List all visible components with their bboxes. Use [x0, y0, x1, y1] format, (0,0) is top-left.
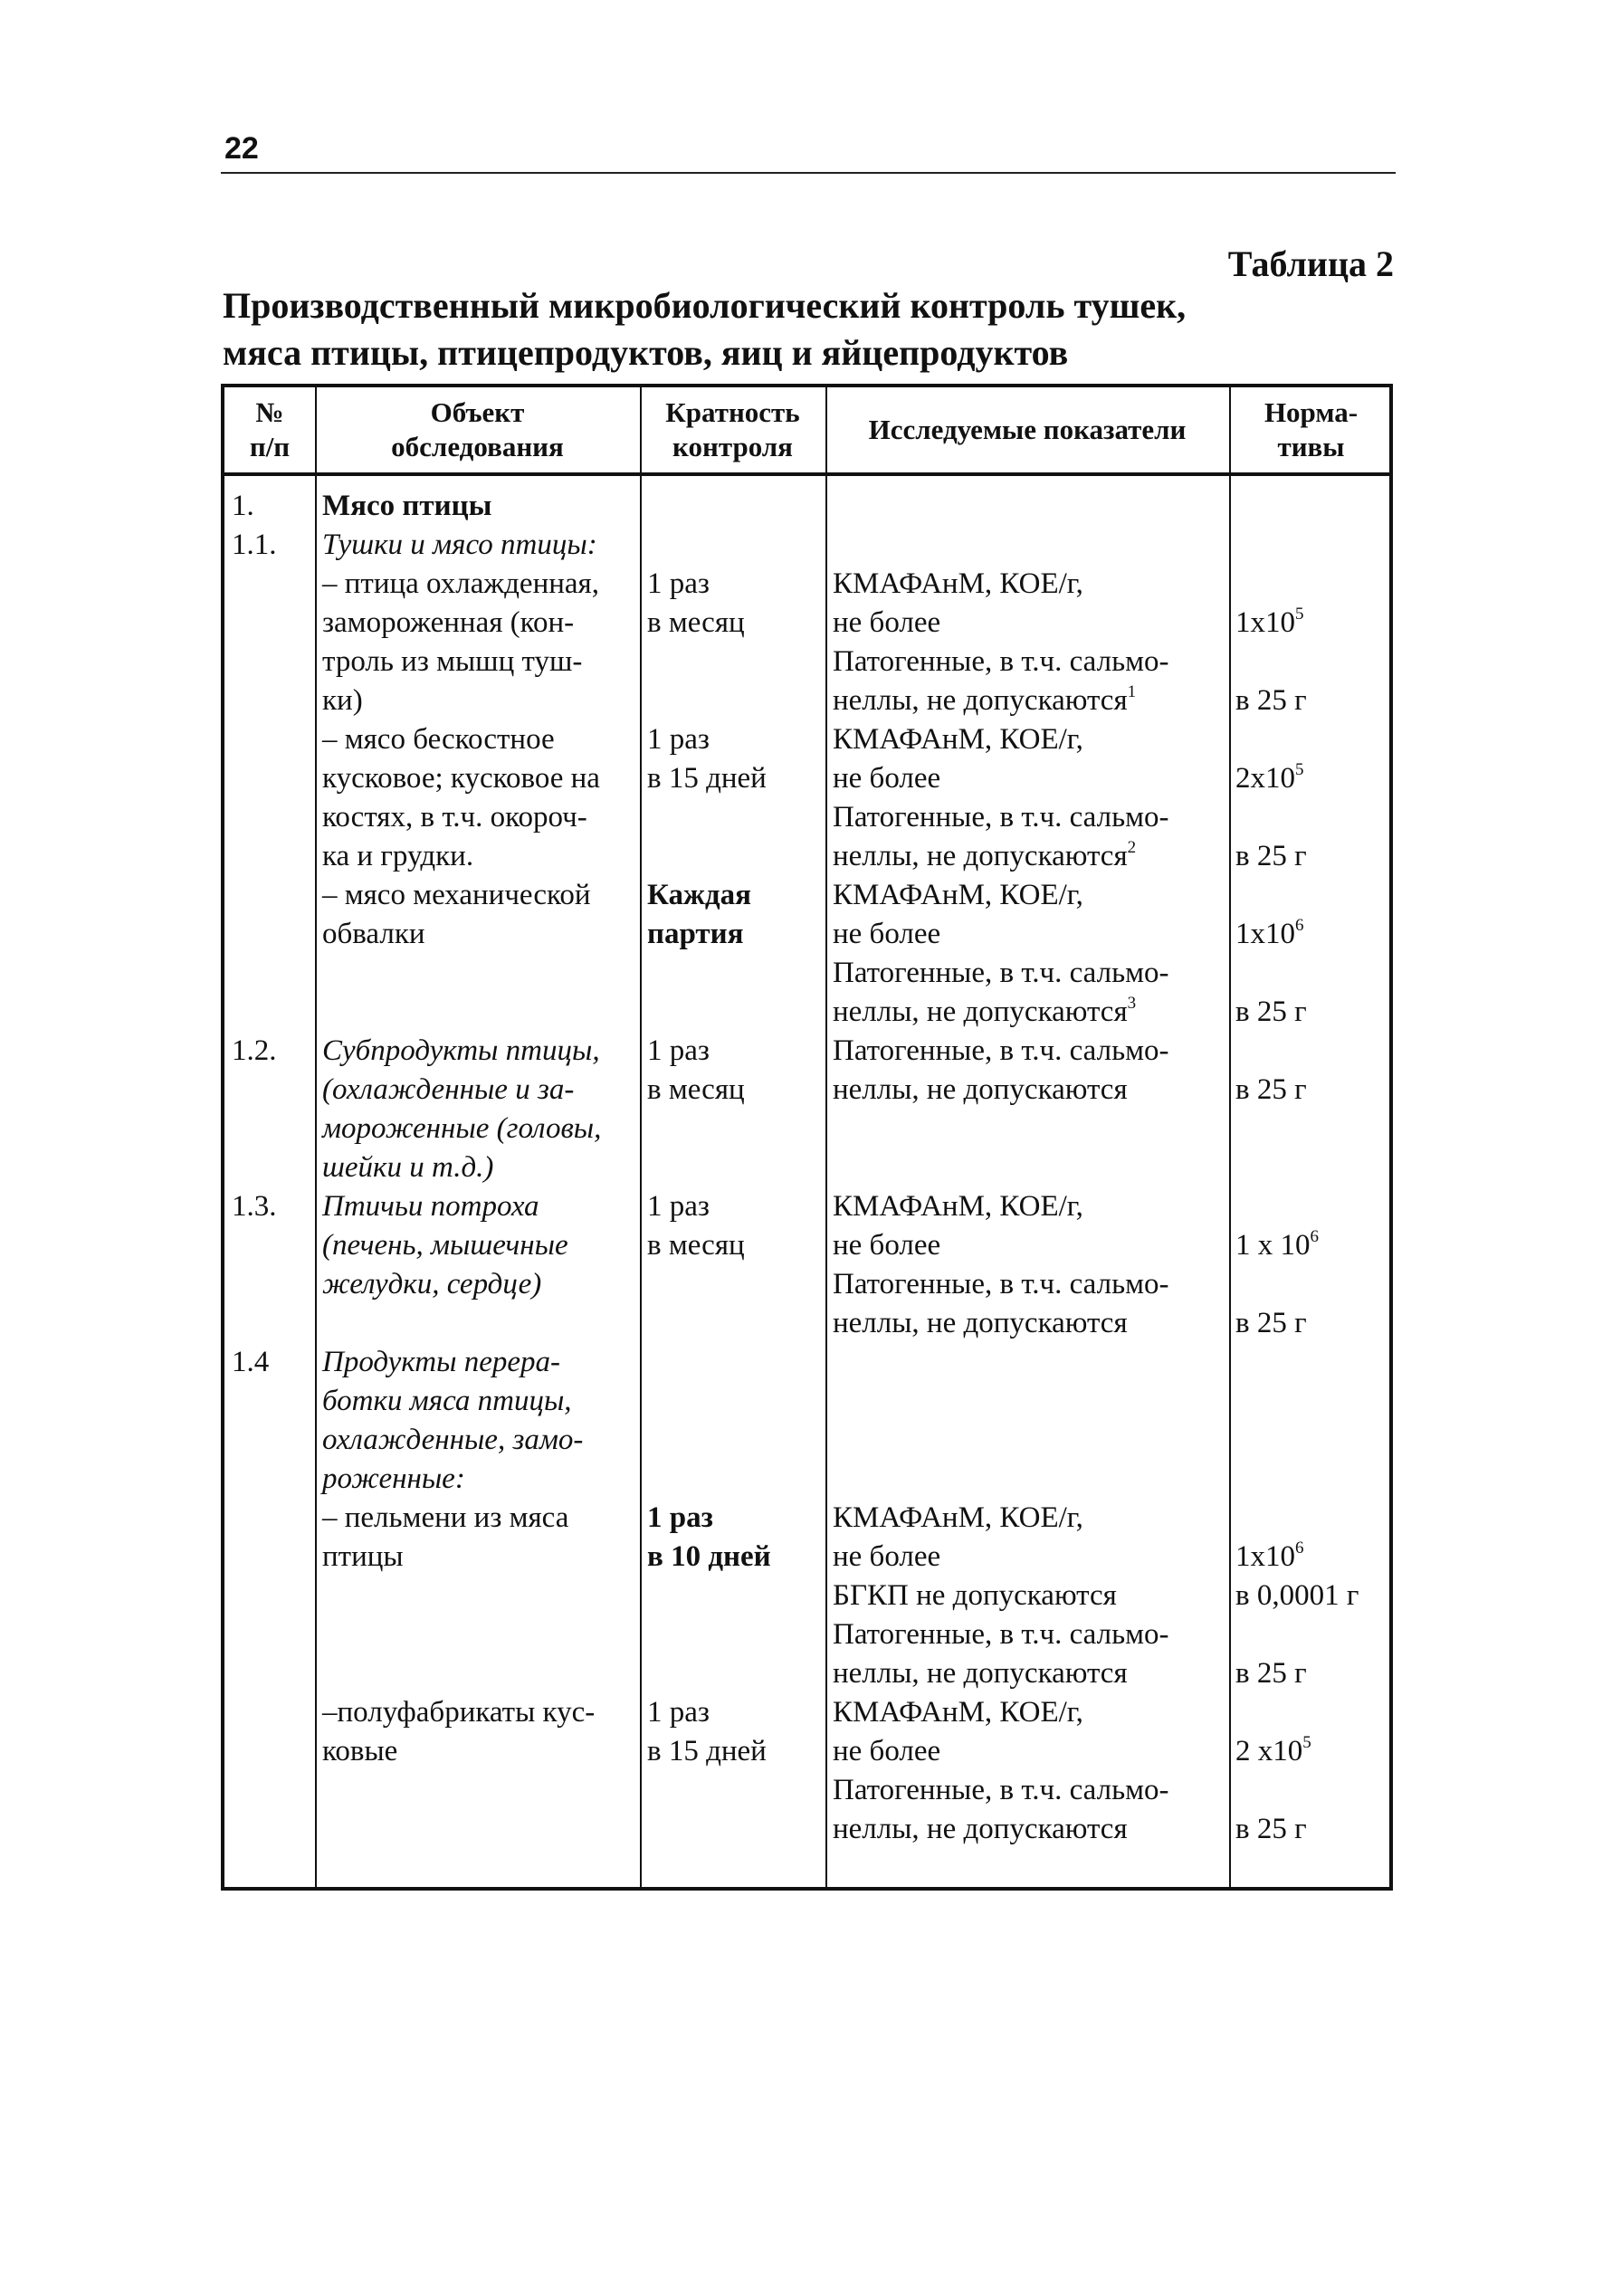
object-line: кусковое; кусковое на [322, 762, 600, 795]
footnote-mark: 2 [1127, 838, 1137, 857]
norm-value [1235, 837, 1391, 876]
frequency-line: 1 раз [647, 1190, 710, 1223]
norm-value [1235, 1577, 1391, 1615]
object-line: – птица охлажденная, [322, 567, 599, 600]
object-line: (охлажденные и за- [322, 1073, 575, 1106]
object-line: – пельмени из мяса [322, 1501, 569, 1534]
header-object-line: Объект [430, 396, 525, 428]
norm-value [1235, 1226, 1391, 1265]
object-line: Птичьи потроха [322, 1190, 539, 1223]
object-line: замороженная (кон- [322, 606, 575, 639]
object-line: птицы [322, 1540, 404, 1573]
indicator-line: не более [833, 1229, 941, 1262]
frequency-cell [647, 720, 824, 798]
norm-text: $1x10^6$ [1235, 1539, 1304, 1573]
header-indicators [825, 387, 1229, 472]
indicator-line: КМАФАнМ, КОЕ/г, [833, 723, 1083, 756]
norm-text: в 25 г [1235, 1813, 1307, 1845]
row-number [232, 1032, 313, 1071]
norm-text: в 25 г [1235, 1073, 1307, 1106]
norm-text: $1x10^5$ [1235, 605, 1304, 639]
object-line: ботки мяса птицы, [322, 1385, 572, 1417]
norm-value [1235, 1810, 1391, 1849]
header-object-line: обследования [391, 431, 564, 462]
indicator-line: КМАФАнМ, КОЕ/г, [833, 879, 1083, 911]
header-frequency [640, 387, 825, 472]
norm-value [1235, 1654, 1391, 1693]
frequency-cell [647, 876, 824, 954]
header-rule [221, 172, 1396, 174]
norm-value [1235, 759, 1391, 798]
indicator-line: не более [833, 1735, 941, 1767]
row-number-text: 1.1. [232, 529, 277, 561]
object-line: ковые [322, 1735, 398, 1767]
header-frequency-line: контроля [672, 431, 793, 462]
norm-value [1235, 681, 1391, 720]
frequency-cell [647, 1032, 824, 1110]
indicators-cell [833, 1693, 1227, 1849]
object-line: костях, в т.ч. окороч- [322, 801, 587, 834]
norm-text: в 25 г [1235, 1307, 1307, 1339]
indicator-line: КМАФАнМ, КОЕ/г, [833, 1696, 1083, 1729]
object-line: мороженные (головы, [322, 1112, 602, 1145]
frequency-line: партия [647, 918, 744, 950]
object-line: Мясо птицы [322, 490, 492, 522]
indicator-line: неллы, не допускаются$^3$ [833, 994, 1137, 1028]
header-num-line: № [255, 396, 284, 428]
norm-value [1235, 1071, 1391, 1110]
norm-text: в 25 г [1235, 684, 1307, 717]
norm-value [1235, 604, 1391, 643]
row-number [232, 526, 313, 565]
column-divider [1229, 387, 1231, 1887]
object-cell [322, 487, 639, 526]
indicator-line: Патогенные, в т.ч. сальмо- [833, 1774, 1169, 1806]
norm-text: $1x10^6$ [1235, 916, 1304, 950]
indicator-line: неллы, не допускаются$^1$ [833, 682, 1137, 717]
object-line: охлажденные, замо- [322, 1424, 584, 1456]
object-line: Субпродукты птицы, [322, 1034, 600, 1067]
norm-text: 1 x $10^6$ [1235, 1227, 1319, 1262]
norm-text: в 25 г [1235, 1657, 1307, 1690]
norm-text: в 25 г [1235, 840, 1307, 872]
object-line: роженные: [322, 1462, 465, 1495]
header-norms-line: тивы [1277, 431, 1345, 462]
object-cell [322, 720, 639, 876]
frequency-line: в 15 дней [647, 762, 767, 795]
object-line: ка и грудки. [322, 840, 474, 872]
indicator-line: не более [833, 606, 941, 639]
frequency-line: в 10 дней [647, 1540, 771, 1573]
object-cell [322, 1343, 639, 1499]
column-divider [825, 387, 827, 1887]
object-line: –полуфабрикаты кус- [322, 1696, 596, 1729]
object-line: троль из мышц туш- [322, 645, 583, 678]
frequency-line: в месяц [647, 1229, 745, 1262]
table-label: Таблица 2 [1227, 243, 1394, 284]
object-line: обвалки [322, 918, 425, 950]
object-cell [322, 876, 639, 954]
frequency-cell [647, 1499, 824, 1577]
indicators-cell [833, 876, 1227, 1032]
object-cell [322, 1693, 639, 1771]
norm-value [1235, 1304, 1391, 1343]
object-line: шейки и т.д.) [322, 1151, 494, 1184]
frequency-line: в 15 дней [647, 1735, 767, 1767]
indicator-line: Патогенные, в т.ч. сальмо- [833, 1618, 1169, 1651]
indicator-line: неллы, не допускаются$^2$ [833, 838, 1137, 872]
norm-text: в 25 г [1235, 996, 1307, 1028]
indicator-line: неллы, не допускаются [833, 1657, 1128, 1690]
indicator-line: не более [833, 1540, 941, 1573]
frequency-line: 1 раз [647, 723, 710, 756]
row-number-text: 1.2. [232, 1034, 277, 1067]
indicators-cell [833, 1032, 1227, 1110]
norm-text: $2x10^5$ [1235, 760, 1304, 795]
indicator-line: Патогенные, в т.ч. сальмо- [833, 957, 1169, 989]
norm-exponent: 6 [1310, 1227, 1319, 1246]
indicator-line: Патогенные, в т.ч. сальмо- [833, 1034, 1169, 1067]
row-number [232, 1343, 313, 1382]
document-title [223, 282, 1363, 376]
row-number [232, 1187, 313, 1226]
object-line: желудки, сердце) [322, 1268, 542, 1300]
indicator-line: Патогенные, в т.ч. сальмо- [833, 801, 1169, 834]
frequency-line: в месяц [647, 606, 745, 639]
frequency-line: 1 раз [647, 567, 710, 600]
row-number-text: 1. [232, 490, 254, 522]
frequency-line: 1 раз [647, 1696, 710, 1729]
indicator-line: неллы, не допускаются [833, 1073, 1128, 1106]
header-num-line: п/п [249, 431, 291, 462]
norm-text: 2 $x10^5$ [1235, 1733, 1311, 1767]
object-line: – мясо механической [322, 879, 591, 911]
norm-exponent: 5 [1295, 605, 1304, 624]
column-divider [315, 387, 317, 1887]
header-frequency-line: Кратность [665, 396, 800, 428]
indicators-cell [833, 720, 1227, 876]
frequency-line: в месяц [647, 1073, 745, 1106]
object-cell [322, 1032, 639, 1187]
norm-text: в 0,0001 г [1235, 1579, 1359, 1612]
frequency-cell [647, 1693, 824, 1771]
control-table [221, 384, 1393, 1891]
norm-value [1235, 993, 1391, 1032]
header-indicators-line: Исследуемые показатели [868, 414, 1187, 445]
indicator-line: КМАФАнМ, КОЕ/г, [833, 567, 1083, 600]
norm-value [1235, 915, 1391, 954]
indicator-line: неллы, не допускаются [833, 1813, 1128, 1845]
norm-exponent: 5 [1295, 760, 1304, 779]
frequency-cell [647, 565, 824, 643]
object-cell [322, 565, 639, 720]
object-cell [322, 1499, 639, 1577]
indicators-cell [833, 565, 1227, 720]
indicator-line: Патогенные, в т.ч. сальмо- [833, 645, 1169, 678]
indicator-line: неллы, не допускаются [833, 1307, 1128, 1339]
object-line: Продукты перера- [322, 1346, 561, 1378]
object-cell [322, 1187, 639, 1304]
object-line: (печень, мышечные [322, 1229, 568, 1262]
object-cell [322, 526, 639, 565]
indicator-line: не более [833, 762, 941, 795]
title-line: мяса птицы, птицепродуктов, яиц и яйцепродуктов [223, 332, 1069, 373]
norm-value [1235, 1538, 1391, 1577]
norm-exponent: 6 [1295, 1539, 1304, 1558]
footnote-mark: 3 [1127, 994, 1137, 1013]
object-line: – мясо бескостное [322, 723, 555, 756]
header-divider [224, 472, 1389, 476]
object-line: ки) [322, 684, 363, 717]
indicators-cell [833, 1499, 1227, 1693]
indicator-line: не более [833, 918, 941, 950]
norm-exponent: 6 [1295, 916, 1304, 935]
row-number-text: 1.4 [232, 1346, 270, 1378]
norm-value [1235, 1732, 1391, 1771]
row-number [232, 487, 313, 526]
title-line: Производственный микробиологический контроль тушек, [223, 285, 1187, 326]
indicator-line: БГКП не допускаются [833, 1579, 1117, 1612]
frequency-line: 1 раз [647, 1501, 713, 1534]
indicator-line: КМАФАнМ, КОЕ/г, [833, 1190, 1083, 1223]
frequency-line: 1 раз [647, 1034, 710, 1067]
frequency-cell [647, 1187, 824, 1265]
header-object [315, 387, 640, 472]
footnote-mark: 1 [1127, 682, 1137, 701]
object-line: Тушки и мясо птицы: [322, 529, 597, 561]
header-norms [1229, 387, 1393, 472]
header-num [224, 387, 315, 472]
row-number-text: 1.3. [232, 1190, 277, 1223]
indicator-line: КМАФАнМ, КОЕ/г, [833, 1501, 1083, 1534]
column-divider [640, 387, 642, 1887]
indicators-cell [833, 1187, 1227, 1343]
indicator-line: Патогенные, в т.ч. сальмо- [833, 1268, 1169, 1300]
norm-exponent: 5 [1302, 1733, 1311, 1752]
page-number: 22 [224, 131, 259, 166]
frequency-line: Каждая [647, 879, 751, 911]
header-norms-line: Норма- [1263, 396, 1359, 428]
